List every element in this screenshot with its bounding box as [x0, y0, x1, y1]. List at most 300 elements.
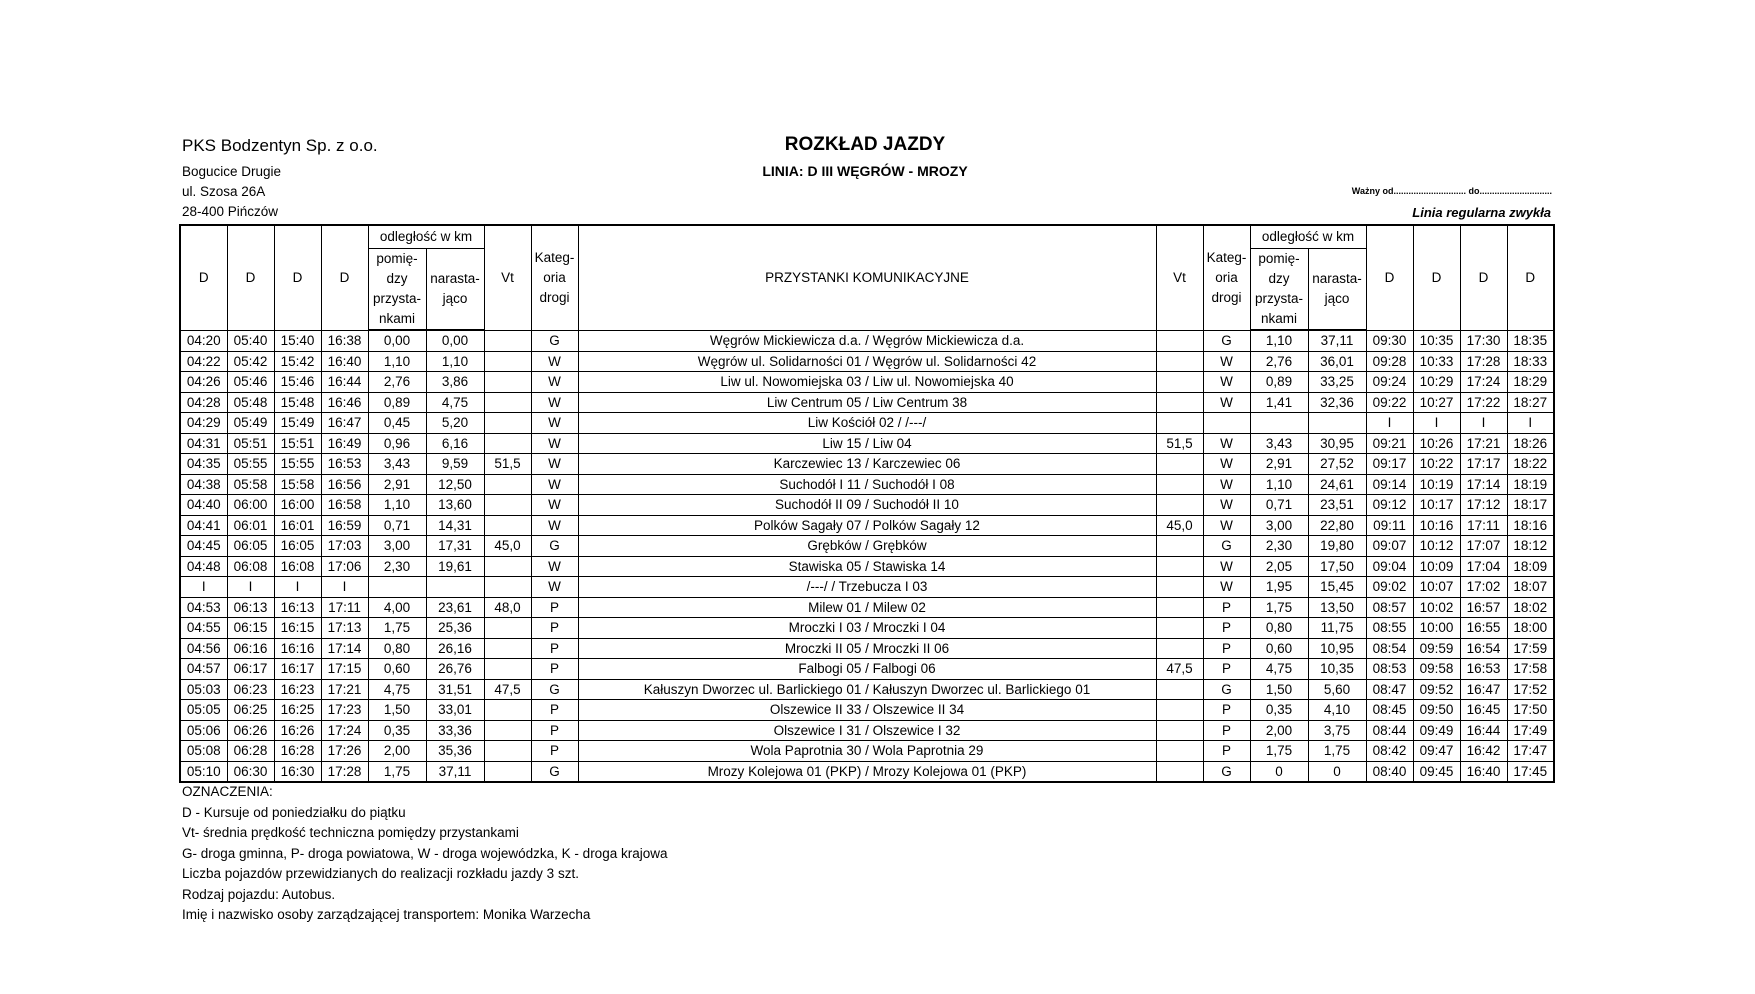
road-category: W	[531, 515, 578, 536]
table-row	[180, 495, 1554, 516]
distance-cumulative: 30,95	[1308, 433, 1366, 454]
departure-time: 17:26	[321, 741, 368, 762]
departure-time: 15:55	[274, 454, 321, 475]
departure-time: 05:46	[227, 372, 274, 393]
distance-cumulative: 13,60	[426, 495, 484, 516]
return-time: 09:22	[1366, 392, 1413, 413]
distance-cumulative: 37,11	[1308, 330, 1366, 351]
departure-time: 05:51	[227, 433, 274, 454]
distance-cumulative: 26,76	[426, 659, 484, 680]
departure-time: 06:25	[227, 700, 274, 721]
speed-vt	[1156, 741, 1203, 762]
return-time: 17:59	[1507, 638, 1554, 659]
departure-time: 16:05	[274, 536, 321, 557]
stop-name: Liw Centrum 05 / Liw Centrum 38	[578, 392, 1156, 413]
departure-time: 05:58	[227, 474, 274, 495]
return-time: 18:00	[1507, 618, 1554, 639]
departure-time: I	[274, 577, 321, 598]
return-time: 08:45	[1366, 700, 1413, 721]
departure-time: 04:40	[180, 495, 227, 516]
distance-between: 0,80	[1250, 618, 1308, 639]
departure-time: 16:26	[274, 720, 321, 741]
table-row	[180, 556, 1554, 577]
departure-time: 04:26	[180, 372, 227, 393]
legend-title: OZNACZENIA:	[182, 784, 273, 799]
road-category: P	[1203, 659, 1250, 680]
distance-between: 4,75	[368, 679, 426, 700]
legend-line: Vt- średnia prędkość techniczna pomiędzy przystankami	[182, 825, 519, 840]
speed-vt	[484, 638, 531, 659]
return-time: 09:49	[1413, 720, 1460, 741]
table-row	[180, 577, 1554, 598]
col-header-d-3: D	[274, 225, 321, 330]
departure-time: 06:15	[227, 618, 274, 639]
return-time: 10:09	[1413, 556, 1460, 577]
distance-cumulative: 15,45	[1308, 577, 1366, 598]
distance-between: 0,60	[368, 659, 426, 680]
road-category: P	[1203, 618, 1250, 639]
company-name: PKS Bodzentyn Sp. z o.o.	[182, 136, 378, 155]
distance-cumulative: 0,00	[426, 330, 484, 351]
speed-vt	[1156, 638, 1203, 659]
return-time: 10:22	[1413, 454, 1460, 475]
between-stops-header-left: pomię-dzy przysta-nkami	[368, 249, 426, 331]
return-time: 09:24	[1366, 372, 1413, 393]
distance-between: 1,75	[368, 618, 426, 639]
road-category: G	[1203, 679, 1250, 700]
distance-between: 0,96	[368, 433, 426, 454]
speed-vt: 51,5	[484, 454, 531, 475]
distance-between	[368, 577, 426, 598]
departure-time: 06:23	[227, 679, 274, 700]
stop-name: Suchodół I 11 / Suchodół I 08	[578, 474, 1156, 495]
distance-cumulative: 1,75	[1308, 741, 1366, 762]
distance-between: 0	[1250, 761, 1308, 782]
return-time: 17:45	[1507, 761, 1554, 782]
departure-time: 06:01	[227, 515, 274, 536]
road-category: W	[1203, 515, 1250, 536]
departure-time: 06:28	[227, 741, 274, 762]
return-time: I	[1413, 413, 1460, 434]
departure-time: 16:28	[274, 741, 321, 762]
departure-time: 16:13	[274, 597, 321, 618]
departure-time: 16:25	[274, 700, 321, 721]
col-header-d-2: D	[227, 225, 274, 330]
return-time: 18:07	[1507, 577, 1554, 598]
distance-between: 1,50	[368, 700, 426, 721]
return-time: 18:33	[1507, 351, 1554, 372]
distance-cumulative: 17,50	[1308, 556, 1366, 577]
departure-time: 17:14	[321, 638, 368, 659]
distance-cumulative: 25,36	[426, 618, 484, 639]
stop-name: Grębków / Grębków	[578, 536, 1156, 557]
return-time: 18:19	[1507, 474, 1554, 495]
speed-vt: 45,0	[1156, 515, 1203, 536]
departure-time: 06:08	[227, 556, 274, 577]
return-time: 17:14	[1460, 474, 1507, 495]
distance-between: 2,76	[1250, 351, 1308, 372]
return-time: 16:57	[1460, 597, 1507, 618]
departure-time: 17:24	[321, 720, 368, 741]
departure-time: 16:53	[321, 454, 368, 475]
distance-cumulative: 11,75	[1308, 618, 1366, 639]
distance-cumulative: 5,20	[426, 413, 484, 434]
road-category: W	[531, 351, 578, 372]
departure-time: 06:00	[227, 495, 274, 516]
distance-between: 0,89	[1250, 372, 1308, 393]
table-row	[180, 638, 1554, 659]
departure-time: 16:23	[274, 679, 321, 700]
return-time: 09:21	[1366, 433, 1413, 454]
road-category: P	[1203, 597, 1250, 618]
distance-header-left: odległość w km	[368, 225, 484, 249]
return-time: 16:54	[1460, 638, 1507, 659]
stop-name: Olszewice I 31 / Olszewice I 32	[578, 720, 1156, 741]
stop-name: Karczewiec 13 / Karczewiec 06	[578, 454, 1156, 475]
return-time: 16:47	[1460, 679, 1507, 700]
table-row	[180, 536, 1554, 557]
road-category: W	[531, 556, 578, 577]
return-time: 09:30	[1366, 330, 1413, 351]
return-time: 17:21	[1460, 433, 1507, 454]
document-title: ROZKŁAD JAZDY	[784, 134, 946, 155]
address-line-2: ul. Szosa 26A	[182, 184, 266, 199]
return-time: 10:16	[1413, 515, 1460, 536]
distance-between: 4,75	[1250, 659, 1308, 680]
distance-between: 2,30	[368, 556, 426, 577]
return-time: 17:17	[1460, 454, 1507, 475]
departure-time: 04:31	[180, 433, 227, 454]
speed-vt	[484, 392, 531, 413]
road-category: G	[531, 761, 578, 782]
distance-between: 4,00	[368, 597, 426, 618]
road-category: W	[1203, 577, 1250, 598]
stop-name: Węgrów Mickiewicza d.a. / Węgrów Mickiewicza d.a.	[578, 330, 1156, 351]
distance-cumulative: 13,50	[1308, 597, 1366, 618]
departure-time: 05:03	[180, 679, 227, 700]
distance-cumulative: 23,51	[1308, 495, 1366, 516]
departure-time: 04:45	[180, 536, 227, 557]
distance-between: 1,10	[1250, 474, 1308, 495]
return-time: 17:04	[1460, 556, 1507, 577]
departure-time: 05:05	[180, 700, 227, 721]
return-time: I	[1507, 413, 1554, 434]
return-time: 17:49	[1507, 720, 1554, 741]
road-category: P	[531, 700, 578, 721]
return-time: 10:19	[1413, 474, 1460, 495]
distance-cumulative: 36,01	[1308, 351, 1366, 372]
return-time: 17:11	[1460, 515, 1507, 536]
departure-time: 16:00	[274, 495, 321, 516]
speed-vt	[1156, 720, 1203, 741]
stop-name: Liw ul. Nowomiejska 03 / Liw ul. Nowomiejska 40	[578, 372, 1156, 393]
road-category: W	[531, 454, 578, 475]
road-category: G	[1203, 536, 1250, 557]
return-time: 10:07	[1413, 577, 1460, 598]
departure-time: 16:56	[321, 474, 368, 495]
departure-time: 04:38	[180, 474, 227, 495]
distance-cumulative: 33,36	[426, 720, 484, 741]
distance-between: 2,91	[1250, 454, 1308, 475]
line-subtitle: LINIA: D III WĘGRÓW - MROZY	[762, 163, 968, 179]
table-row	[180, 679, 1554, 700]
col-header-d-4: D	[321, 225, 368, 330]
distance-between: 3,00	[368, 536, 426, 557]
distance-cumulative: 5,60	[1308, 679, 1366, 700]
departure-time: 04:56	[180, 638, 227, 659]
return-time: 16:45	[1460, 700, 1507, 721]
speed-vt	[1156, 536, 1203, 557]
distance-between: 0,80	[368, 638, 426, 659]
distance-cumulative: 12,50	[426, 474, 484, 495]
distance-cumulative	[1308, 413, 1366, 434]
return-time: 16:42	[1460, 741, 1507, 762]
return-time: 18:02	[1507, 597, 1554, 618]
departure-time: 16:40	[321, 351, 368, 372]
speed-vt: 51,5	[1156, 433, 1203, 454]
return-time: 18:16	[1507, 515, 1554, 536]
distance-between: 1,95	[1250, 577, 1308, 598]
departure-time: 17:03	[321, 536, 368, 557]
return-time: 10:33	[1413, 351, 1460, 372]
speed-vt	[484, 761, 531, 782]
departure-time: 15:42	[274, 351, 321, 372]
road-category: W	[531, 372, 578, 393]
departure-time: 04:57	[180, 659, 227, 680]
departure-time: 17:15	[321, 659, 368, 680]
return-time: 09:45	[1413, 761, 1460, 782]
departure-time: 16:17	[274, 659, 321, 680]
departure-time: 17:13	[321, 618, 368, 639]
road-category-header-right: Kateg-oria drogi	[1203, 225, 1250, 330]
return-time: 18:27	[1507, 392, 1554, 413]
return-time: 18:29	[1507, 372, 1554, 393]
distance-between: 0,45	[368, 413, 426, 434]
departure-time: 05:42	[227, 351, 274, 372]
distance-cumulative: 33,25	[1308, 372, 1366, 393]
departure-time: 06:26	[227, 720, 274, 741]
departure-time: 04:29	[180, 413, 227, 434]
distance-header-right: odległość w km	[1250, 225, 1366, 249]
road-category: W	[531, 577, 578, 598]
speed-vt	[484, 474, 531, 495]
departure-time: 15:46	[274, 372, 321, 393]
speed-vt	[1156, 679, 1203, 700]
return-time: 09:07	[1366, 536, 1413, 557]
return-time: 08:40	[1366, 761, 1413, 782]
return-time: 09:58	[1413, 659, 1460, 680]
distance-cumulative: 4,10	[1308, 700, 1366, 721]
stop-name: Falbogi 05 / Falbogi 06	[578, 659, 1156, 680]
road-category: W	[1203, 495, 1250, 516]
return-time: 18:22	[1507, 454, 1554, 475]
return-time: 17:07	[1460, 536, 1507, 557]
col-header-d-1: D	[180, 225, 227, 330]
table-row	[180, 351, 1554, 372]
speed-vt	[1156, 577, 1203, 598]
departure-time: 05:48	[227, 392, 274, 413]
return-time: 10:29	[1413, 372, 1460, 393]
return-time: 16:44	[1460, 720, 1507, 741]
distance-between: 0,89	[368, 392, 426, 413]
road-category: W	[531, 495, 578, 516]
return-time: 17:24	[1460, 372, 1507, 393]
departure-time: 05:49	[227, 413, 274, 434]
departure-time: 05:40	[227, 330, 274, 351]
return-time: 09:50	[1413, 700, 1460, 721]
return-time: 08:42	[1366, 741, 1413, 762]
speed-vt	[484, 577, 531, 598]
road-category: W	[531, 413, 578, 434]
return-time: 18:17	[1507, 495, 1554, 516]
line-type: Linia regularna zwykła	[1412, 205, 1551, 220]
return-time: 09:52	[1413, 679, 1460, 700]
road-category: W	[531, 474, 578, 495]
table-row	[180, 413, 1554, 434]
distance-between: 1,10	[1250, 330, 1308, 351]
return-time: 17:22	[1460, 392, 1507, 413]
legend-line: Rodzaj pojazdu: Autobus.	[182, 886, 336, 902]
legend-line: D - Kursuje od poniedziałku do piątku	[182, 804, 406, 820]
stop-name: Olszewice II 33 / Olszewice II 34	[578, 700, 1156, 721]
speed-vt	[1156, 454, 1203, 475]
table-row	[180, 597, 1554, 618]
distance-cumulative: 27,52	[1308, 454, 1366, 475]
road-category: P	[531, 741, 578, 762]
road-category: W	[1203, 433, 1250, 454]
return-time: 09:59	[1413, 638, 1460, 659]
table-row	[180, 700, 1554, 721]
speed-vt	[1156, 495, 1203, 516]
departure-time: 15:48	[274, 392, 321, 413]
address-line-1: Bogucice Drugie	[182, 164, 282, 179]
distance-cumulative: 19,61	[426, 556, 484, 577]
departure-time: 16:16	[274, 638, 321, 659]
distance-cumulative: 33,01	[426, 700, 484, 721]
departure-time: 17:11	[321, 597, 368, 618]
departure-time: I	[227, 577, 274, 598]
road-category: W	[531, 433, 578, 454]
table-row	[180, 659, 1554, 680]
speed-vt	[484, 700, 531, 721]
departure-time: 04:48	[180, 556, 227, 577]
col-header-d-8: D	[1507, 225, 1554, 330]
departure-time: 17:28	[321, 761, 368, 782]
speed-vt	[484, 413, 531, 434]
speed-vt	[484, 495, 531, 516]
return-time: 09:12	[1366, 495, 1413, 516]
table-row	[180, 433, 1554, 454]
departure-time: 16:46	[321, 392, 368, 413]
stops-header: PRZYSTANKI KOMUNIKACYJNE	[578, 225, 1156, 330]
departure-time: 04:55	[180, 618, 227, 639]
distance-cumulative: 32,36	[1308, 392, 1366, 413]
table-row	[180, 741, 1554, 762]
distance-cumulative: 1,10	[426, 351, 484, 372]
stop-name: Wola Paprotnia 30 / Wola Paprotnia 29	[578, 741, 1156, 762]
speed-vt	[484, 330, 531, 351]
distance-between: 1,50	[1250, 679, 1308, 700]
return-time: 08:44	[1366, 720, 1413, 741]
road-category: W	[1203, 372, 1250, 393]
departure-time: 16:59	[321, 515, 368, 536]
distance-between: 0,35	[368, 720, 426, 741]
return-time: 16:40	[1460, 761, 1507, 782]
return-time: 09:04	[1366, 556, 1413, 577]
speed-vt	[484, 433, 531, 454]
table-row	[180, 761, 1554, 782]
road-category: P	[1203, 741, 1250, 762]
departure-time: 16:15	[274, 618, 321, 639]
return-time: 18:35	[1507, 330, 1554, 351]
return-time: 08:53	[1366, 659, 1413, 680]
legend-line: G- droga gminna, P- droga powiatowa, W - droga wojewódzka, K - droga krajowa	[182, 845, 668, 861]
distance-between: 1,10	[368, 351, 426, 372]
distance-between: 2,30	[1250, 536, 1308, 557]
road-category: G	[531, 536, 578, 557]
distance-between	[1250, 413, 1308, 434]
departure-time: 04:53	[180, 597, 227, 618]
speed-vt	[484, 372, 531, 393]
road-category: G	[1203, 761, 1250, 782]
distance-between: 2,00	[368, 741, 426, 762]
speed-vt	[484, 556, 531, 577]
distance-cumulative: 23,61	[426, 597, 484, 618]
stop-name: Liw 15 / Liw 04	[578, 433, 1156, 454]
timetable	[179, 224, 1555, 783]
distance-cumulative: 24,61	[1308, 474, 1366, 495]
distance-between: 3,00	[1250, 515, 1308, 536]
departure-time: 17:06	[321, 556, 368, 577]
return-time: 09:11	[1366, 515, 1413, 536]
legend	[182, 782, 667, 926]
stop-name: /---/ / Trzebucza I 03	[578, 577, 1156, 598]
return-time: I	[1366, 413, 1413, 434]
return-time: 09:17	[1366, 454, 1413, 475]
speed-vt	[1156, 618, 1203, 639]
distance-between: 1,75	[368, 761, 426, 782]
departure-time: 15:49	[274, 413, 321, 434]
distance-cumulative: 37,11	[426, 761, 484, 782]
return-time: 17:02	[1460, 577, 1507, 598]
return-time: 17:50	[1507, 700, 1554, 721]
distance-cumulative: 35,36	[426, 741, 484, 762]
distance-between: 1,75	[1250, 597, 1308, 618]
speed-vt	[1156, 597, 1203, 618]
departure-time: 04:41	[180, 515, 227, 536]
distance-between: 1,41	[1250, 392, 1308, 413]
distance-between: 2,00	[1250, 720, 1308, 741]
return-time: 17:28	[1460, 351, 1507, 372]
departure-time: 16:01	[274, 515, 321, 536]
return-time: 18:12	[1507, 536, 1554, 557]
distance-cumulative: 10,95	[1308, 638, 1366, 659]
col-header-d-7: D	[1460, 225, 1507, 330]
departure-time: 06:05	[227, 536, 274, 557]
distance-cumulative: 14,31	[426, 515, 484, 536]
table-row	[180, 474, 1554, 495]
speed-vt	[1156, 351, 1203, 372]
speed-vt	[1156, 700, 1203, 721]
departure-time: 16:49	[321, 433, 368, 454]
col-header-d-6: D	[1413, 225, 1460, 330]
stop-name: Mrozy Kolejowa 01 (PKP) / Mrozy Kolejowa 01 (PKP)	[578, 761, 1156, 782]
departure-time: 15:51	[274, 433, 321, 454]
distance-cumulative: 4,75	[426, 392, 484, 413]
distance-between: 1,10	[368, 495, 426, 516]
return-time: 10:26	[1413, 433, 1460, 454]
departure-time: 04:28	[180, 392, 227, 413]
